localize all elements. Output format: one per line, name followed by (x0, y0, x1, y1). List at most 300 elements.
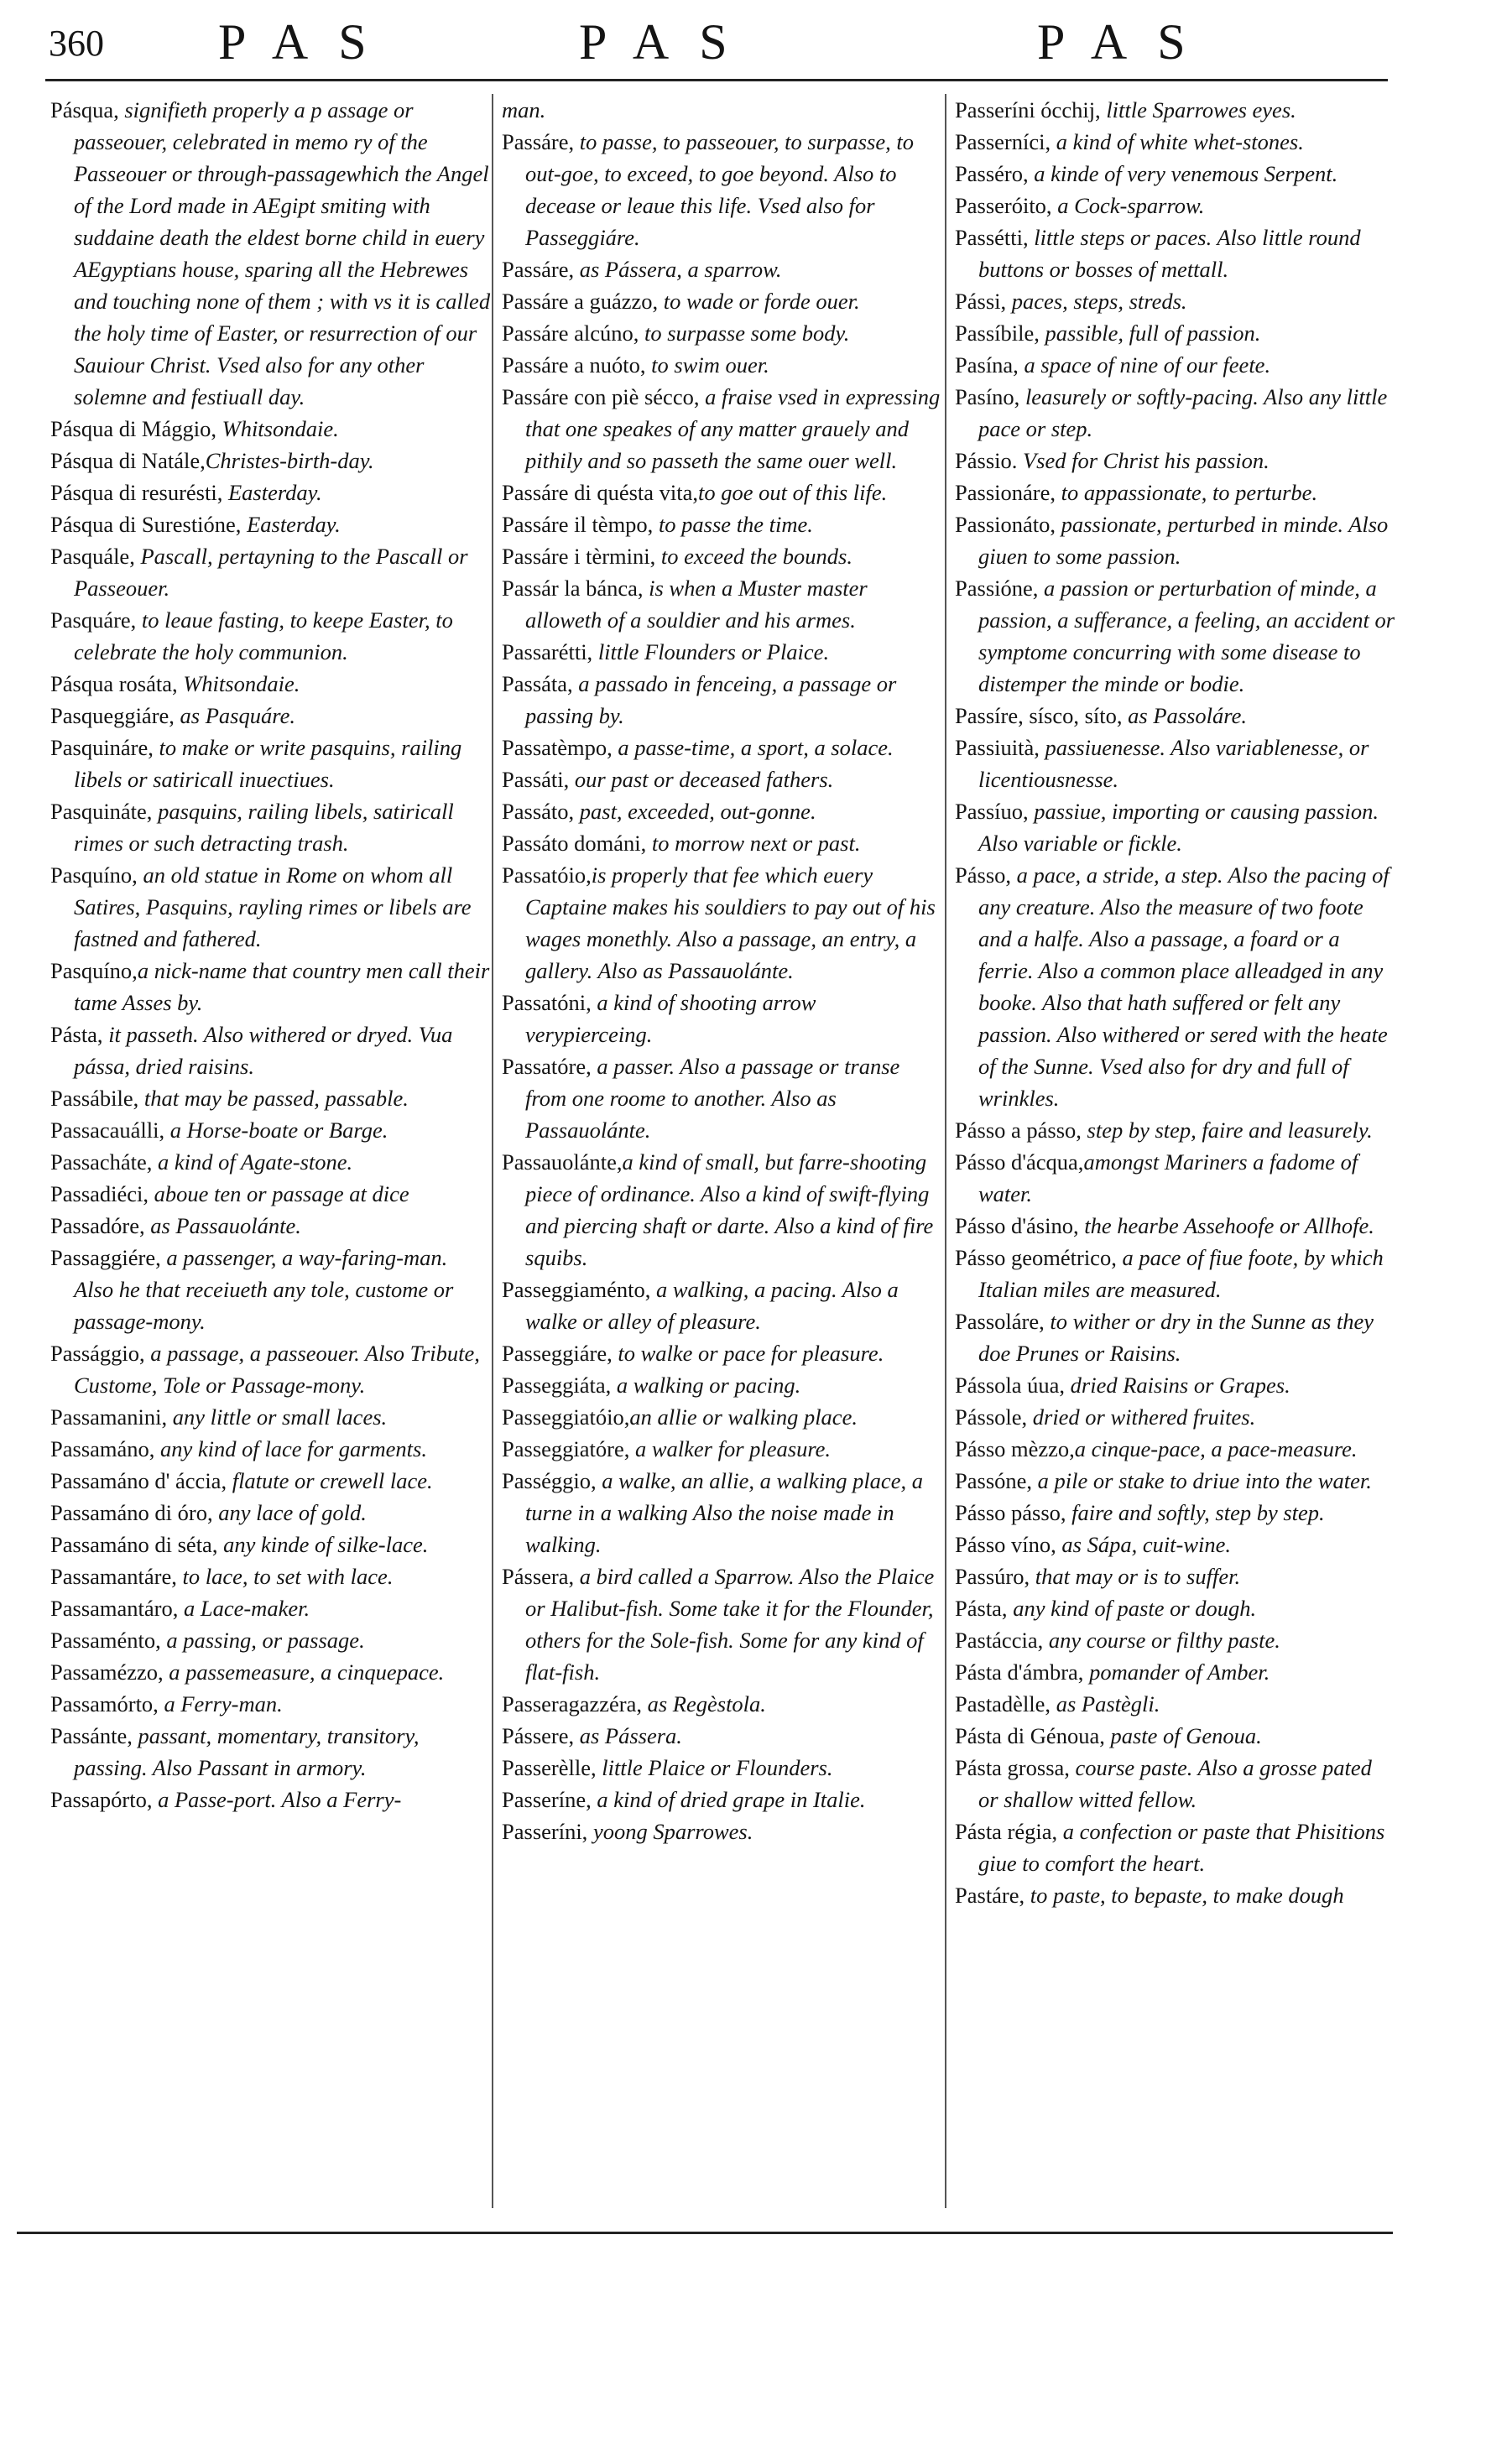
entry-headword: Passamézzo, (50, 1659, 164, 1685)
entry-definition: flatute or crewell lace. (227, 1468, 433, 1493)
entry-headword: Passiuità, (955, 735, 1040, 760)
entry-definition: signifieth properly a p assage or passeouer, celebrated in memo ry of the Passeouer or through-passagewhich the Angel of the Lord made in AEgipt smiting with suddaine death the eldest borne child in euery AEgyptians house, sparing all the Hebrewes and touching none of them ; with vs it is called the holy time of Easter, or resurrection of our Sauiour Christ. Vsed also for any other solemne and festiuall day. (74, 97, 491, 409)
page-number: 360 (49, 23, 104, 64)
entry-headword: Passáta, (502, 671, 573, 696)
dictionary-entry (502, 1688, 942, 1720)
dictionary-entry (50, 604, 491, 668)
entry-definition: as Passauolánte. (144, 1213, 301, 1238)
entry-definition: a pace of fiue foote, by which Italian miles are measured. (978, 1245, 1384, 1302)
entry-headword: Pasína, (955, 352, 1019, 378)
dictionary-entry (50, 1529, 491, 1560)
entry-headword: Pásso, (955, 862, 1012, 888)
dictionary-entry (955, 349, 1395, 381)
entry-definition: past, exceeded, out-gonne. (574, 799, 816, 824)
entry-headword: Passoláre, (955, 1309, 1045, 1334)
entry-definition: a Lace-maker. (178, 1596, 310, 1621)
entry-definition: man. (502, 97, 546, 122)
dictionary-entry (502, 987, 942, 1050)
entry-definition: a walker for pleasure. (629, 1436, 832, 1461)
entry-definition: any kind of lace for garments. (154, 1436, 427, 1461)
entry-headword: Passarétti, (502, 639, 593, 664)
dictionary-entry (502, 668, 942, 732)
dictionary-entry (502, 732, 942, 763)
entry-definition: any little or small laces. (167, 1404, 388, 1430)
dictionary-entry (50, 955, 491, 1018)
entry-definition: an allie or walking place. (629, 1404, 858, 1430)
entry-definition: a walke, an allie, a walking place, a turne in a walking Also the noise made in walking. (525, 1468, 923, 1557)
entry-definition: to paste, to bepaste, to make dough (1025, 1883, 1344, 1908)
entry-headword: Passíbile, (955, 320, 1040, 346)
entry-definition: to swim ouer. (645, 352, 769, 378)
dictionary-entry (50, 1433, 491, 1465)
entry-definition: as Pastègli. (1051, 1691, 1160, 1716)
entry-headword: Pasquináte, (50, 799, 153, 824)
entry-headword: Passáti, (502, 767, 570, 792)
entry-definition: passible, full of passion. (1039, 320, 1261, 346)
entry-headword: Passamanini, (50, 1404, 168, 1430)
entry-headword: Pasquináre, (50, 735, 154, 760)
dictionary-entry (955, 1879, 1395, 1911)
dictionary-entry (502, 1720, 942, 1752)
entry-definition: a cinque-pace, a pace-measure. (1074, 1436, 1358, 1461)
entry-definition: a pace, a stride, a step. Also the pacing of any creature. Also the measure of two foote and a halfe. Also a passage, a foard or a ferrie. Also a common place alleadged in any booke. Also that hath suffered or felt any passion. Also withered or sered with the heate of the Sunne. Vsed also for dry and full of wrinkles. (978, 862, 1389, 1111)
entry-definition: to passe, to passeouer, to surpasse, to out-goe, to exceed, to goe beyond. Also to decease or leaue this life. Vsed also for Passeggiáre. (525, 129, 914, 250)
entry-headword: Passáre i tèrmini, (502, 544, 656, 569)
dictionary-entry (50, 508, 491, 540)
dictionary-entry (955, 1146, 1395, 1210)
dictionary-entry (955, 381, 1395, 445)
entry-definition: our past or deceased fathers. (569, 767, 834, 792)
entry-headword: Pásqua di Mággio, (50, 416, 216, 441)
entry-definition: a bird called a Sparrow. Also the Plaice or Halibut-fish. Some take it for the Flounder, others for the Sole-fish. Some for any kind of flat-fish. (525, 1564, 935, 1685)
entry-definition: to lace, to set with lace. (176, 1564, 394, 1589)
dictionary-entry (502, 285, 942, 317)
dictionary-entry (502, 1815, 942, 1847)
dictionary-entry (50, 1242, 491, 1337)
entry-headword: Passeróito, (955, 193, 1052, 218)
entry-definition: pomander of Amber. (1083, 1659, 1270, 1685)
entry-headword: Passeragazzéra, (502, 1691, 642, 1716)
entry-definition: Pascall, pertayning to the Pascall or Passeouer. (74, 544, 468, 601)
entry-headword: Pássere, (502, 1723, 575, 1748)
dictionary-entry (502, 1560, 942, 1688)
entry-definition: a passing, or passage. (160, 1628, 365, 1653)
entry-definition: Whitsondaie. (177, 671, 300, 696)
entry-headword: Pásso pásso, (955, 1500, 1066, 1525)
dictionary-entry (502, 126, 942, 253)
dictionary-entry (502, 349, 942, 381)
entry-headword: Passatóre, (502, 1054, 592, 1079)
entry-headword: Passaménto, (50, 1628, 161, 1653)
dictionary-entry (50, 1656, 491, 1688)
column-2 (502, 94, 942, 1847)
dictionary-entry (955, 1433, 1395, 1465)
dictionary-entry (955, 1497, 1395, 1529)
dictionary-entry (955, 445, 1395, 477)
dictionary-entry (50, 732, 491, 795)
entry-definition: paces, steps, streds. (1006, 289, 1187, 314)
entry-headword: Passeríni, (502, 1819, 588, 1844)
entry-definition: little steps or paces. Also little round buttons or bosses of mettall. (978, 225, 1361, 282)
entry-definition: Easterday. (241, 512, 341, 537)
entry-headword: Pásta d'ámbra, (955, 1659, 1084, 1685)
entry-definition: passiuenesse. Also variablenesse, or licentiousnesse. (978, 735, 1369, 792)
running-head-left: PAS (218, 14, 397, 70)
entry-headword: Passerníci, (955, 129, 1051, 154)
entry-headword: Passíre, sísco, síto, (955, 703, 1123, 728)
entry-headword: Passeggiáre, (502, 1341, 613, 1366)
entry-definition: passiue, importing or causing passion. Also variable or fickle. (978, 799, 1379, 856)
entry-definition: a passer. Also a passage or transe from one roome to another. Also as Passauolánte. (525, 1054, 900, 1143)
entry-definition: dried Raisins or Grapes. (1065, 1373, 1290, 1398)
entry-headword: Pastáccia, (955, 1628, 1044, 1653)
entry-definition: a space of nine of our feete. (1018, 352, 1271, 378)
entry-definition: any course or filthy paste. (1043, 1628, 1280, 1653)
dictionary-entry (955, 1369, 1395, 1401)
entry-definition: step by step, faire and leasurely. (1081, 1117, 1373, 1143)
dictionary-entry (955, 572, 1395, 700)
dictionary-entry (955, 1401, 1395, 1433)
dictionary-entry (502, 572, 942, 636)
entry-definition: Whitsondaie. (216, 416, 339, 441)
entry-headword: Pásta grossa, (955, 1755, 1070, 1780)
entry-headword: Pássera, (502, 1564, 575, 1589)
entry-definition: leasurely or softly-pacing. Also any little pace or step. (978, 384, 1388, 441)
entry-headword: Pásqua rosáta, (50, 671, 178, 696)
running-head-center: PAS (579, 14, 758, 70)
entry-definition: to morrow next or past. (646, 831, 861, 856)
column-1 (50, 94, 491, 1815)
entry-headword: Passatóio, (502, 862, 592, 888)
dictionary-entry (955, 1592, 1395, 1624)
dictionary-entry (955, 859, 1395, 1114)
entry-definition: Christes-birth-day. (205, 448, 374, 473)
entry-headword: Passéro, (955, 161, 1029, 186)
dictionary-entry (502, 508, 942, 540)
entry-definition: to goe out of this life. (698, 480, 888, 505)
entry-headword: Pastadèlle, (955, 1691, 1051, 1716)
entry-headword: Passióne, (955, 576, 1039, 601)
dictionary-entry (50, 1497, 491, 1529)
entry-definition: to wither or dry in the Sunne as they doe Prunes or Raisins. (978, 1309, 1374, 1366)
entry-headword: Passággio, (50, 1341, 145, 1366)
running-head-right: PAS (1037, 14, 1216, 70)
entry-headword: Pasquále, (50, 544, 135, 569)
dictionary-entry (50, 700, 491, 732)
entry-definition: a Passe-port. Also a Ferry- (152, 1787, 402, 1812)
entry-headword: Passáre a nuóto, (502, 352, 646, 378)
column-divider (945, 94, 946, 2208)
entry-headword: Passeríni ócchij, (955, 97, 1101, 122)
dictionary-entry (502, 1274, 942, 1337)
dictionary-entry (50, 1178, 491, 1210)
entry-headword: Passeggiáta, (502, 1373, 612, 1398)
entry-headword: Pássio. (955, 448, 1018, 473)
entry-definition: little Sparrowes eyes. (1100, 97, 1296, 122)
entry-headword: Passéggio, (502, 1468, 597, 1493)
dictionary-entry (955, 477, 1395, 508)
entry-definition: as Pássera. (574, 1723, 682, 1748)
entry-headword: Pásso a pásso, (955, 1117, 1082, 1143)
dictionary-entry (955, 795, 1395, 859)
dictionary-entry (50, 1018, 491, 1082)
entry-definition: aboue ten or passage at dice (149, 1181, 409, 1206)
entry-headword: Pasquíno, (50, 958, 138, 983)
dictionary-entry (955, 1529, 1395, 1560)
dictionary-entry (50, 1560, 491, 1592)
entry-definition: to passe the time. (653, 512, 813, 537)
dictionary-entry (50, 1720, 491, 1784)
entry-definition: course paste. Also a grosse pated or shallow witted fellow. (978, 1755, 1372, 1812)
dictionary-entry (955, 1656, 1395, 1688)
entry-definition: a passage, a passeouer. Also Tribute, Custome, Tole or Passage-mony. (74, 1341, 480, 1398)
entry-headword: Pasquáre, (50, 607, 137, 633)
entry-headword: Pásta régia, (955, 1819, 1058, 1844)
entry-headword: Passáre di quésta vita, (502, 480, 699, 505)
dictionary-entry (50, 1210, 491, 1242)
entry-headword: Passánte, (50, 1723, 133, 1748)
entry-headword: Passár la bánca, (502, 576, 644, 601)
dictionary-entry (955, 1210, 1395, 1242)
entry-headword: Passóne, (955, 1468, 1033, 1493)
entry-headword: Passamáno d' áccia, (50, 1468, 227, 1493)
entry-definition: little Flounders or Plaice. (592, 639, 830, 664)
dictionary-entry (50, 1465, 491, 1497)
dictionary-entry (502, 381, 942, 477)
entry-definition: that may be passed, passable. (138, 1086, 409, 1111)
entry-headword: Pásqua di Natále, (50, 448, 206, 473)
entry-headword: Pássola úua, (955, 1373, 1066, 1398)
entry-definition: paste of Genoua. (1104, 1723, 1262, 1748)
entry-headword: Pásso mèzzo, (955, 1436, 1075, 1461)
column-divider (492, 94, 493, 2208)
dictionary-entry (502, 1369, 942, 1401)
entry-headword: Pasquíno, (50, 862, 138, 888)
entry-definition: a walking, a pacing. Also a walke or alley of pleasure. (525, 1277, 899, 1334)
entry-definition: a nick-name that country men call their tame Asses by. (74, 958, 490, 1015)
entry-definition: a walking or pacing. (611, 1373, 801, 1398)
entry-definition: to make or write pasquins, railing libels or satiricall inuectiues. (74, 735, 462, 792)
entry-definition: dried or withered fruites. (1027, 1404, 1256, 1430)
dictionary-entry (502, 253, 942, 285)
dictionary-entry (50, 668, 491, 700)
entry-headword: Pásqua di resurésti, (50, 480, 223, 505)
dictionary-entry (502, 317, 942, 349)
entry-definition: as Regèstola. (641, 1691, 766, 1716)
entry-definition: is properly that fee which euery Captaine makes his souldiers to pay out of his wages monethly. Also a passage, an entry, a gallery. Also as Passauolánte. (525, 862, 936, 983)
entry-definition: a kind of Agate-stone. (152, 1149, 353, 1175)
entry-definition: as Passoláre. (1122, 703, 1247, 728)
entry-headword: Pássi, (955, 289, 1007, 314)
entry-definition: a kind of shooting arrow verypierceing. (525, 990, 816, 1047)
dictionary-entry (502, 94, 942, 126)
entry-headword: Passeggiatóio, (502, 1404, 630, 1430)
dictionary-entry (502, 540, 942, 572)
dictionary-entry (955, 508, 1395, 572)
dictionary-entry (955, 285, 1395, 317)
dictionary-entry (50, 477, 491, 508)
dictionary-entry (955, 732, 1395, 795)
entry-headword: Passacauálli, (50, 1117, 165, 1143)
entry-definition: passant, momentary, transitory, passing. Also Passant in armory. (74, 1723, 420, 1780)
entry-definition: an old statue in Rome on whom all Satires, Pasquins, rayling rimes or libels are fastned and fathered. (74, 862, 472, 951)
entry-headword: Passatèmpo, (502, 735, 613, 760)
dictionary-entry (502, 1337, 942, 1369)
dictionary-entry (955, 1465, 1395, 1497)
entry-headword: Passaggiére, (50, 1245, 161, 1270)
entry-definition: any kind of paste or dough. (1007, 1596, 1257, 1621)
entry-definition: yoong Sparrowes. (587, 1819, 753, 1844)
entry-headword: Passáre, (502, 257, 575, 282)
entry-headword: Pastáre, (955, 1883, 1025, 1908)
entry-definition: a passion or perturbation of minde, a passion, a sufferance, a feeling, an accident or symptome concurring with some disease to distemper the minde or bodie. (978, 576, 1395, 696)
dictionary-entry (50, 1784, 491, 1815)
dictionary-entry (955, 1815, 1395, 1879)
entry-headword: Passétti, (955, 225, 1029, 250)
dictionary-entry (955, 1624, 1395, 1656)
entry-headword: Passáre a guázzo, (502, 289, 659, 314)
entry-headword: Passáre con piè sécco, (502, 384, 700, 409)
dictionary-entry (955, 1114, 1395, 1146)
entry-headword: Passáre, (502, 129, 575, 154)
entry-headword: Pasíno, (955, 384, 1020, 409)
entry-definition: to leaue fasting, to keepe Easter, to celebrate the holy communion. (74, 607, 453, 664)
entry-headword: Pásqua di Surestióne, (50, 512, 242, 537)
entry-headword: Passeríne, (502, 1787, 592, 1812)
dictionary-entry (955, 1305, 1395, 1369)
dictionary-entry (50, 540, 491, 604)
entry-headword: Passerèlle, (502, 1755, 597, 1780)
entry-headword: Passadiéci, (50, 1181, 149, 1206)
entry-headword: Pásso d'ásino, (955, 1213, 1079, 1238)
dictionary-entry (50, 795, 491, 859)
entry-headword: Passáre il tèmpo, (502, 512, 654, 537)
entry-headword: Passauolánte, (502, 1149, 623, 1175)
entry-definition: a fraise vsed in expressing that one speakes of any matter grauely and pithily and so passeth the same ouer well. (525, 384, 941, 473)
dictionary-entry (955, 221, 1395, 285)
dictionary-entry (50, 1592, 491, 1624)
entry-definition: a Ferry-man. (158, 1691, 283, 1716)
dictionary-entry (502, 1752, 942, 1784)
dictionary-entry (955, 94, 1395, 126)
dictionary-entry (955, 1752, 1395, 1815)
dictionary-entry (50, 1082, 491, 1114)
footer-rule (17, 2232, 1393, 2234)
entry-definition: a kinde of very venemous Serpent. (1028, 161, 1338, 186)
entry-headword: Pásso víno, (955, 1532, 1056, 1557)
entry-definition: faire and softly, step by step. (1066, 1500, 1325, 1525)
dictionary-entry (502, 859, 942, 987)
entry-definition: is when a Muster master alloweth of a souldier and his armes. (525, 576, 868, 633)
entry-definition: Easterday. (222, 480, 322, 505)
entry-headword: Pásta, (50, 1022, 103, 1047)
entry-headword: Passamáno di óro, (50, 1500, 213, 1525)
entry-definition: a passado in fenceing, a passage or passing by. (525, 671, 897, 728)
entry-definition: pasquins, railing libels, satiricall rimes or such detracting trash. (74, 799, 454, 856)
dictionary-entry (502, 1465, 942, 1560)
dictionary-entry (50, 1146, 491, 1178)
entry-definition: it passeth. Also withered or dryed. Vua pássa, dried raisins. (74, 1022, 453, 1079)
entry-headword: Pásqua, (50, 97, 119, 122)
entry-headword: Passeggiatóre, (502, 1436, 630, 1461)
entry-headword: Passatóni, (502, 990, 592, 1015)
entry-headword: Passábile, (50, 1086, 139, 1111)
entry-definition: amongst Mariners a fadome of water. (978, 1149, 1358, 1206)
dictionary-entry (502, 636, 942, 668)
dictionary-entry (50, 1114, 491, 1146)
dictionary-entry (955, 1720, 1395, 1752)
entry-headword: Passamórto, (50, 1691, 159, 1716)
entry-definition: to surpasse some body. (639, 320, 850, 346)
page-header (0, 0, 1512, 74)
entry-definition: as Sápa, cuit-wine. (1056, 1532, 1232, 1557)
entry-headword: Pásta, (955, 1596, 1008, 1621)
entry-definition: as Pasquáre. (174, 703, 295, 728)
dictionary-entry (502, 1433, 942, 1465)
dictionary-entry (955, 126, 1395, 158)
dictionary-entry (50, 1688, 491, 1720)
entry-definition: little Plaice or Flounders. (596, 1755, 833, 1780)
entry-definition: any kinde of silke-lace. (217, 1532, 429, 1557)
entry-headword: Passíuo, (955, 799, 1029, 824)
dictionary-entry (50, 859, 491, 955)
entry-definition: a confection or paste that Phisitions giue to comfort the heart. (978, 1819, 1385, 1876)
entry-definition: a kind of white whet-stones. (1051, 129, 1304, 154)
header-rule (45, 79, 1388, 81)
entry-headword: Pasqueggiáre, (50, 703, 175, 728)
dictionary-entry (50, 94, 491, 413)
entry-headword: Passúro, (955, 1564, 1030, 1589)
entry-headword: Pásta di Génoua, (955, 1723, 1105, 1748)
entry-headword: Passadóre, (50, 1213, 145, 1238)
entry-definition: to walke or pace for pleasure. (612, 1341, 884, 1366)
dictionary-entry (955, 317, 1395, 349)
entry-definition: to exceed the bounds. (655, 544, 852, 569)
entry-definition: a passe-time, a sport, a solace. (612, 735, 894, 760)
entry-headword: Pássole, (955, 1404, 1028, 1430)
entry-headword: Pásso geométrico, (955, 1245, 1117, 1270)
dictionary-entry (502, 1146, 942, 1274)
entry-definition: a pile or stake to driue into the water. (1032, 1468, 1372, 1493)
entry-headword: Passionáre, (955, 480, 1056, 505)
entry-definition: a passenger, a way-faring-man. Also he that receiueth any tole, custome or passage-mony. (74, 1245, 454, 1334)
entry-headword: Passamáno, (50, 1436, 155, 1461)
entry-definition: a kind of dried grape in Italie. (591, 1787, 866, 1812)
dictionary-entry (955, 1688, 1395, 1720)
dictionary-entry (502, 477, 942, 508)
entry-headword: Passamantáro, (50, 1596, 179, 1621)
entry-headword: Passeggiaménto, (502, 1277, 651, 1302)
dictionary-entry (955, 1242, 1395, 1305)
dictionary-entry (50, 1337, 491, 1401)
entry-headword: Passacháte, (50, 1149, 153, 1175)
dictionary-entry (502, 795, 942, 827)
entry-definition: a passemeasure, a cinquepace. (163, 1659, 445, 1685)
dictionary-entry (955, 1560, 1395, 1592)
entry-headword: Passamantáre, (50, 1564, 177, 1589)
dictionary-entry (50, 1401, 491, 1433)
entry-definition: that may or is to suffer. (1030, 1564, 1241, 1589)
entry-definition: passionate, perturbed in minde. Also giuen to some passion. (978, 512, 1389, 569)
dictionary-entry (50, 445, 491, 477)
entry-headword: Passáto dománi, (502, 831, 647, 856)
entry-definition: a Cock-sparrow. (1051, 193, 1205, 218)
entry-definition: any lace of gold. (212, 1500, 367, 1525)
entry-definition: to appassionate, to perturbe. (1055, 480, 1318, 505)
dictionary-entry (50, 1624, 491, 1656)
entry-headword: Passáre alcúno, (502, 320, 639, 346)
entry-headword: Passapórto, (50, 1787, 153, 1812)
